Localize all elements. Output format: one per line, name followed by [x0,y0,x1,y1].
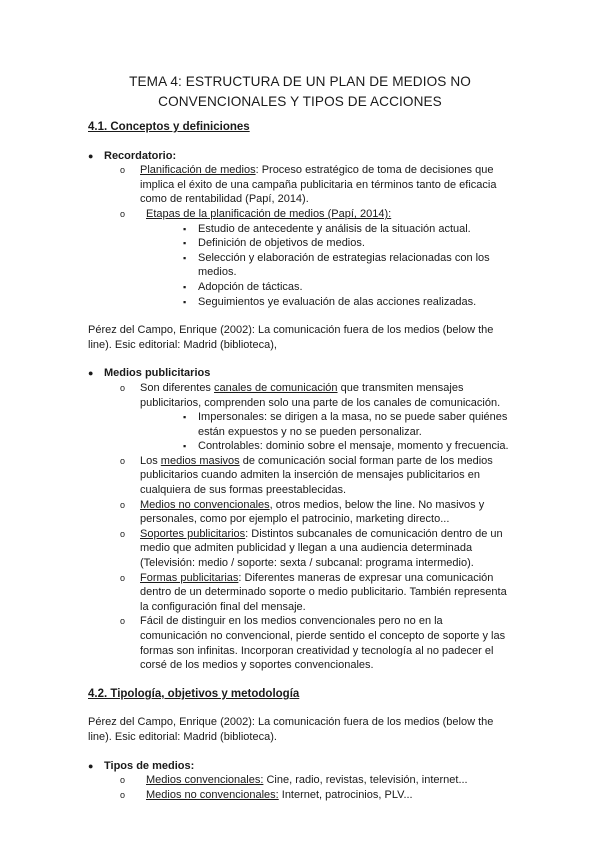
citation: Pérez del Campo, Enrique (2002): La comunicación fuera de los medios (below the line). Esic editorial: Madrid (biblioteca), [88,324,494,351]
bullet-square-icon: ▪ [183,441,187,452]
bullet-circle-icon: o [120,789,126,800]
bullet-circle-icon: o [120,455,126,466]
bullet-circle-icon: o [120,499,126,510]
tipos-list [88,759,512,803]
text: Internet, patrocinios, PLV... [278,788,413,801]
bullet-circle-icon: o [120,382,126,393]
text: Son diferentes [140,381,214,394]
bullet-circle-icon: o [120,616,126,627]
list-item [104,788,512,803]
list-item [104,498,512,527]
term: medios masivos [160,454,240,467]
bullet-square-icon: ▪ [183,412,187,423]
term: Medios convencionales: [146,774,264,787]
term: Planificación de medios [140,164,256,177]
list-item [104,207,512,309]
list-item [140,251,512,280]
text: : Distintos subcanales de comunicación dentro de un medio que admiten publicidad y llegan a una audiencia determinada (Televisión: medio / soporte: sexta / subcanal: programa intermedio). [140,527,503,570]
bullet-square-icon: ▪ [183,223,187,234]
subitem-text: Controlables: dominio sobre el mensaje, momento y frecuencia. [198,440,509,453]
list-item [140,280,512,295]
text: Cine, radio, revistas, televisión, internet... [263,774,468,787]
text: Los [140,454,161,467]
title-line-2: CONVENCIONALES Y TIPOS DE ACCIONES [158,94,442,109]
etapa-text: Selección y elaboración de estrategias relacionadas con los medios. [198,251,490,279]
list-item [104,614,512,672]
bullet-square-icon: ▪ [183,238,187,249]
text: : Diferentes maneras de expresar una comunicación dentro de un determinado soporte o medio publicitario. También representa la configuración final del mensaje. [140,571,507,613]
medios-label: Medios publicitarios [104,367,211,380]
term: Soportes publicitarios [140,527,246,540]
text: de comunicación social forman parte de los medios publicitarios cuando admiten la inserción de mensajes publicitarios en cualquiera de sus formas preestablecidas. [140,454,493,497]
list-item [140,236,512,251]
subitem-text: Impersonales: se dirigen a la masa, no se puede saber quiénes están expuestos y no se pueden personalizar. [198,411,508,438]
recordatorio-list [88,149,512,310]
tipos-item [88,759,512,803]
bullet-dot-icon: ● [88,368,94,379]
list-item [104,571,512,615]
tipos-label: Tipos de medios: [104,759,195,772]
bullet-square-icon: ▪ [183,281,187,292]
bullet-circle-icon: o [120,775,126,786]
list-item [104,381,512,454]
list-item [140,439,512,454]
list-item [140,295,512,310]
bullet-circle-icon: o [120,572,126,583]
recordatorio-item [88,149,512,310]
term: Medios no convencionales [140,498,270,511]
title-line-1: TEMA 4: ESTRUCTURA DE UN PLAN DE MEDIOS NO [129,74,471,89]
section-heading-4-2: 4.2. Tipología, objetivos y metodología [88,687,300,700]
term: canales de comunicación [214,381,338,394]
term: Etapas de la planificación de medios (Papí, 2014): [146,207,392,220]
medios-list [88,366,512,672]
bullet-circle-icon: o [120,208,126,219]
text: que transmiten mensajes publicitarios, comprenden solo una parte de los canales de comunicación. [140,381,501,409]
document-body [88,120,512,802]
text: Fácil de distinguir en los medios convencionales pero no en la comunicación no convencional, pierde sentido el concepto de soporte y las formas son infinitas. Incorporan creatividad y tecnología al no padecer el corsé de los medios y soportes convencionales. [140,615,506,672]
list-item [104,527,512,571]
list-item [140,410,512,439]
term: Formas publicitarias [140,571,239,584]
bullet-square-icon: ▪ [183,252,187,263]
citation: Pérez del Campo, Enrique (2002): La comunicación fuera de los medios (below the line). Esic editorial: Madrid (biblioteca). [88,716,494,743]
definition: : Proceso estratégico de toma de decisiones que implica el éxito de una campaña publicitaria en términos tanto de eficacia como de rentabilidad (Papí, 2014). [140,164,497,206]
bullet-dot-icon: ● [88,760,94,771]
list-item [140,222,512,237]
bullet-square-icon: ▪ [183,296,187,307]
etapa-text: Definición de objetivos de medios. [198,237,365,250]
list-item [104,454,512,498]
term: Medios no convencionales: [146,788,279,801]
list-item [104,163,512,207]
recordatorio-label: Recordatorio: [104,149,177,162]
etapa-text: Estudio de antecedente y análisis de la situación actual. [198,222,471,235]
bullet-circle-icon: o [120,165,126,176]
section-heading-4-1: 4.1. Conceptos y definiciones [88,121,250,133]
etapa-text: Seguimientos ye evaluación de alas acciones realizadas. [198,295,477,308]
text: , otros medios, below the line. No masivos y personales, como por ejemplo el patrocinio, marketing directo... [140,498,485,526]
list-item [104,773,512,788]
medios-item [88,366,512,672]
document-title [60,72,540,112]
bullet-circle-icon: o [120,528,126,539]
bullet-dot-icon: ● [88,150,94,161]
etapa-text: Adopción de tácticas. [198,280,303,293]
